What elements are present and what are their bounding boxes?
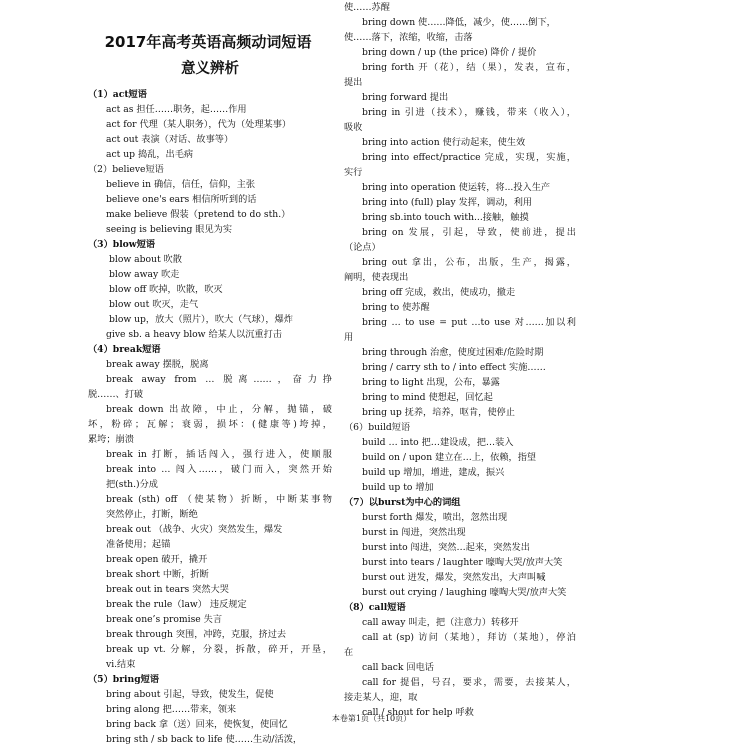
phrase-line: break in 打断，插话闯入，强行进入，使顺服 xyxy=(106,449,332,460)
phrase-line: break out （战争、火灾）突然发生，爆发 xyxy=(106,524,283,535)
phrase-line: burst out 迸发，爆发，突然发出，大声叫喊 xyxy=(362,572,546,583)
page-footer: 本卷第1页（共10页） xyxy=(331,714,412,723)
phrase-line: call / shout for help 呼救 xyxy=(362,707,474,718)
phrase-line: bring forward 提出 xyxy=(362,92,449,103)
section-heading: （8）call短语 xyxy=(344,602,406,613)
phrase-line: break one’s promise 失言 xyxy=(106,614,223,625)
phrase-line: bring down 使……降低，减少，使……倒下， xyxy=(362,17,556,28)
section-heading: （3）blow短语 xyxy=(88,239,156,250)
phrase-line: bring … to use = put …to use 对……加以利 xyxy=(362,317,576,328)
phrase-continuation: 使……苏醒 xyxy=(344,2,390,13)
phrase-continuation: 使……落下，浓缩，收缩，击落 xyxy=(344,32,473,43)
phrase-continuation: 阐明，使表现出 xyxy=(344,272,409,283)
phrase-continuation: 在 xyxy=(344,647,354,658)
phrase-line: believe one's ears 相信所听到的话 xyxy=(106,194,257,205)
phrase-line: bring through 治愈，使度过困难/危险时期 xyxy=(362,347,544,358)
phrase-line: break the rule（law） 违反规定 xyxy=(106,599,247,610)
phrase-line: act as 担任……职务，起……作用 xyxy=(106,104,247,115)
phrase-line: break short 中断，折断 xyxy=(106,569,209,580)
left-lines xyxy=(88,87,332,747)
phrase-line: build … into 把…建设成，把…装入 xyxy=(362,437,514,448)
phrase-line: burst into tears / laughter 嚎啕大哭/放声大笑 xyxy=(362,557,563,568)
section-heading: （1）act短语 xyxy=(88,89,147,100)
phrase-line: burst in 闯进，突然出现 xyxy=(362,527,466,538)
doc-subtitle: 意义辨析 xyxy=(181,61,239,77)
section-heading: （2）believe短语 xyxy=(88,164,164,175)
phrase-line: bring into (full) play 发挥，调动，利用 xyxy=(362,197,533,208)
phrase-line: bring sb.into touch with...接触，触摸 xyxy=(362,212,529,223)
phrase-line: break up vt. 分解，分裂，拆散，碎开，开垦， xyxy=(106,644,332,655)
phrase-line: bring up 抚养，培养，呕肯，使停止 xyxy=(362,407,515,418)
phrase-line: break away 摆脱，脱离 xyxy=(106,359,209,370)
phrase-line: break down 出故障，中止，分解，抛锚，破 xyxy=(106,404,332,415)
phrase-line: blow out 吹灭，走气 xyxy=(109,299,199,310)
phrase-line: bring into action 使行动起来，使生效 xyxy=(362,137,526,148)
phrase-line: call away 叫走，把（注意力）转移开 xyxy=(362,617,519,628)
phrase-line: bring / carry sth to / into effect 实施…… xyxy=(362,362,546,373)
phrase-line: call for 提倡，号召，要求，需要，去接某人， xyxy=(362,677,576,688)
phrase-line: bring to 使苏醒 xyxy=(362,302,430,313)
phrase-line: seeing is believing 眼见为实 xyxy=(106,224,233,235)
section-heading: （7）以burst为中心的词组 xyxy=(344,497,461,508)
phrase-line: bring forth 开（花），结（果），发表，宣布， xyxy=(362,62,576,73)
phrase-line: burst out crying / laughing 嚎啕大哭/放声大笑 xyxy=(362,587,567,598)
phrase-line: break open 破开，撬开 xyxy=(106,554,208,565)
phrase-line: bring to light 出现，公布，暴露 xyxy=(362,377,500,388)
phrase-line: bring to mind 使想起，回忆起 xyxy=(362,392,493,403)
phrase-line: build up to 增加 xyxy=(362,482,434,493)
phrase-line: build up 增加，增进，建成，振兴 xyxy=(362,467,505,478)
phrase-line: bring sth / sb back to life 使……生动/活泼， xyxy=(106,734,303,745)
phrase-continuation: 坏，粉碎；瓦解；衰弱，损坏：(健康等)垮掉， xyxy=(88,419,332,430)
phrase-line: bring into operation 使运转，将...投入生产 xyxy=(362,182,551,193)
phrase-line: act out 表演（对话、故事等） xyxy=(106,134,234,145)
phrase-line: vi.结束 xyxy=(106,659,136,670)
phrase-line: believe in 确信，信任，信仰，主张 xyxy=(106,179,256,190)
phrase-line: give sb. a heavy blow 给某人以沉重打击 xyxy=(106,329,282,340)
phrase-line: bring down / up (the price) 降价 / 提价 xyxy=(362,47,537,58)
phrase-line: 把(sth.)分成 xyxy=(106,479,158,490)
phrase-line: burst forth 爆发，喷出，忽然出现 xyxy=(362,512,508,523)
phrase-line: build on / upon 建立在…上，依赖，指望 xyxy=(362,452,537,463)
phrase-line: bring off 完成，救出，使成功，撤走 xyxy=(362,287,516,298)
left-column xyxy=(88,30,332,747)
phrase-line: bring on 发展，引起，导致，使前进，提出 xyxy=(362,227,576,238)
phrase-line: act for 代理（某人职务），代为（处理某事） xyxy=(106,119,292,130)
phrase-continuation: 接走某人，迎，取 xyxy=(344,692,418,703)
phrase-line: break out in tears 突然大哭 xyxy=(106,584,229,595)
phrase-line: bring back 拿（送）回来，使恢复，使回忆 xyxy=(106,719,288,730)
phrase-line: break through 突围，冲跨，克服，挤过去 xyxy=(106,629,287,640)
phrase-continuation: 吸收 xyxy=(344,122,363,133)
phrase-continuation: 实行 xyxy=(344,167,363,178)
section-heading: （6）build短语 xyxy=(344,422,411,433)
phrase-line: break away from … 脱离……，奋力挣 xyxy=(106,374,332,385)
doc-title: 2017年高考英语高频动词短语 xyxy=(104,33,312,51)
phrase-line: bring about 引起，导致，使发生，促使 xyxy=(106,689,274,700)
phrase-line: bring in 引进（技术），赚钱，带来（收入）， xyxy=(362,107,576,118)
phrase-line: break into … 闯入……，破门而入，突然开始 xyxy=(106,464,332,475)
phrase-continuation: 脱……、打破 xyxy=(88,389,144,400)
phrase-line: burst into 闯进，突然…起来，突然发出 xyxy=(362,542,530,553)
phrase-line: call back 回电话 xyxy=(362,662,434,673)
phrase-line: break (sth) off （使某物）折断，中断某事物 xyxy=(106,494,332,505)
phrase-line: 突然停止，打断，断绝 xyxy=(106,509,198,520)
phrase-line: blow off 吹掉，吹散，吹灭 xyxy=(109,284,223,295)
phrase-line: blow up，放大（照片），吹大（气球），爆炸 xyxy=(109,314,293,325)
phrase-continuation: （论点） xyxy=(344,242,381,253)
phrase-line: make believe 假装（pretend to do sth.） xyxy=(106,209,291,220)
right-lines xyxy=(344,0,576,720)
phrase-line: act up 捣乱，出毛病 xyxy=(106,149,194,160)
section-heading: （5）bring短语 xyxy=(88,674,160,685)
phrase-line: bring into effect/practice 完成，实现，实施， xyxy=(362,152,576,163)
right-column xyxy=(344,0,576,720)
phrase-continuation: 提出 xyxy=(344,77,363,88)
phrase-line: 准备使用；起锚 xyxy=(106,539,171,550)
phrase-line: bring along 把……带来，领来 xyxy=(106,704,237,715)
phrase-continuation: 累垮；崩溃 xyxy=(88,434,134,445)
phrase-line: bring out 拿出，公布，出版，生产，揭露， xyxy=(362,257,576,268)
phrase-line: call at (sp) 访问（某地），拜访（某地），停泊 xyxy=(362,632,576,643)
phrase-continuation: 用 xyxy=(344,332,354,343)
phrase-line: blow about 吹散 xyxy=(109,254,182,265)
phrase-line: blow away 吹走 xyxy=(109,269,180,280)
section-heading: （4）break短语 xyxy=(88,344,161,355)
